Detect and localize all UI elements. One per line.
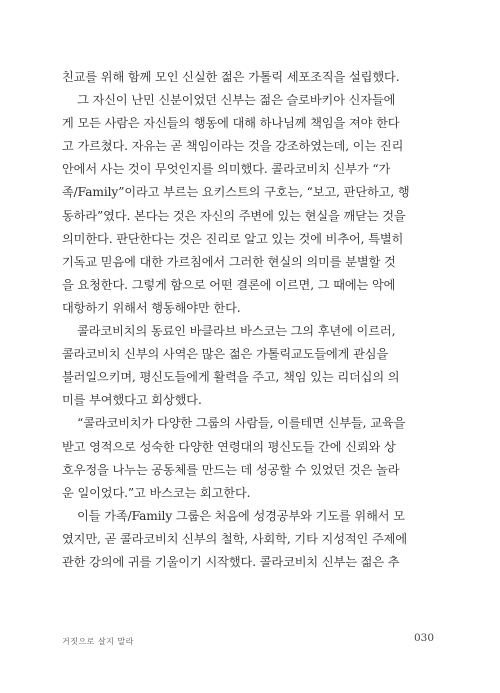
- text-line: 미를 부여했다고 회상했다.: [62, 393, 202, 408]
- text-line: 안에서 사는 것이 무엇인지를 의미했다. 콜라코비치 신부가 “가: [62, 162, 391, 177]
- text-line: “콜라코비치가 다양한 그룹의 사람들, 이를테면 신부들, 교육을: [62, 416, 406, 431]
- text-line: 불러일으키며, 평신도들에게 활력을 주고, 책임 있는 리더십의 의: [62, 370, 400, 385]
- text-line: 이들 가족/Family 그룹은 처음에 성경공부와 기도를 위해서 모: [62, 508, 405, 523]
- body-text: [62, 66, 434, 574]
- text-line: 기독교 믿음에 대한 가르침에서 그러한 현실의 의미를 분별할 것: [62, 254, 396, 269]
- text-line: 콜라코비치의 동료인 바클라브 바스코는 그의 후년에 이르러,: [62, 324, 396, 339]
- text-line: 친교를 위해 함께 모인 신실한 젊은 가톨릭 세포조직을 설립했다.: [62, 70, 400, 84]
- text-line: 의미한다. 판단한다는 것은 진리로 알고 있는 것에 비추어, 특별히: [62, 231, 404, 246]
- page-number: 030: [413, 632, 434, 644]
- text-line: 을 요청한다. 그렇게 함으로 어떤 결론에 이르면, 그 때에는 악에: [62, 277, 396, 292]
- text-line: 게 모든 사람은 자신들의 행동에 대해 하나님께 책임을 져야 한다: [62, 116, 400, 131]
- text-line: 호우정을 나누는 공동체를 만드는 데 성공할 수 있었던 것은 놀라: [62, 462, 400, 477]
- text-line: 였지만, 곧 콜라코비치 신부의 철학, 사회학, 기타 지성적인 주제에: [62, 531, 408, 546]
- running-footer-title: 거짓으로 살지 말라: [62, 637, 134, 646]
- text-line: 대항하기 위해서 행동해야만 한다.: [62, 300, 241, 315]
- text-line: 고 가르쳤다. 자유는 곧 책임이라는 것을 강조하였는데, 이는 진리: [62, 139, 404, 154]
- text-line: 받고 영적으로 성숙한 다양한 연령대의 평신도들 간에 신뢰와 상: [62, 439, 396, 454]
- text-line: 운 일이었다.”고 바스코는 회고한다.: [62, 485, 251, 500]
- text-line: 족/Family”이라고 부르는 요키스트의 구호는, “보고, 판단하고, 행: [62, 185, 410, 200]
- text-line: 관한 강의에 귀를 기울이기 시작했다. 콜라코비치 신부는 젊은 추: [62, 554, 400, 569]
- text-line: 동하라”였다. 본다는 것은 자신의 주변에 있는 현실을 깨닫는 것을: [62, 208, 406, 223]
- text-line: 그 자신이 난민 신분이었던 신부는 젊은 슬로바키아 신자들에: [62, 93, 396, 108]
- text-line: 콜라코비치 신부의 사역은 많은 젊은 가톨릭교도들에게 관심을: [62, 347, 389, 362]
